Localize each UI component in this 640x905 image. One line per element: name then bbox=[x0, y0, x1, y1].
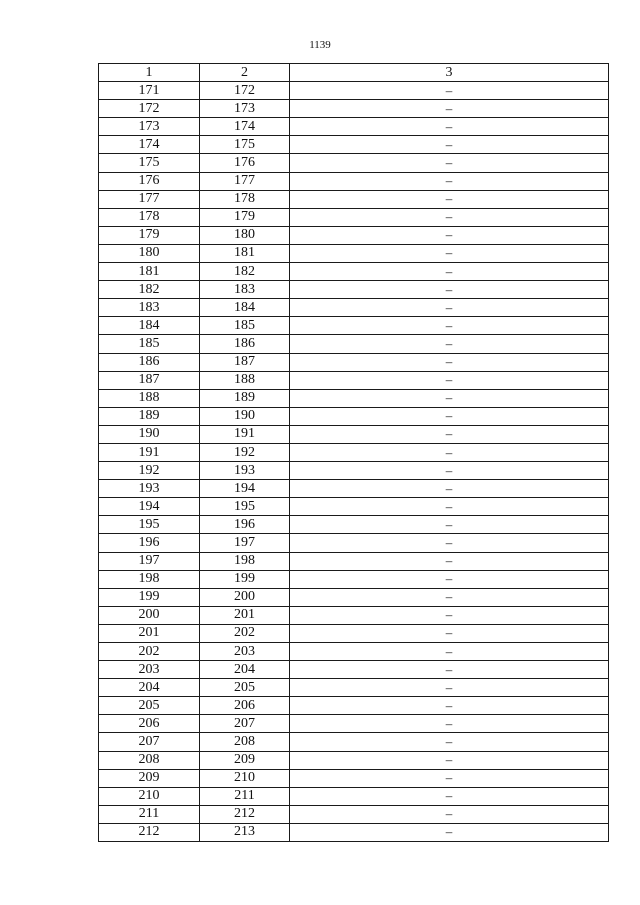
table-cell-col-1: 211 bbox=[99, 805, 200, 823]
column-header-1: 1 bbox=[99, 64, 200, 82]
table-cell-col-1: 185 bbox=[99, 335, 200, 353]
table-row bbox=[99, 208, 609, 226]
table-cell-col-3: – bbox=[290, 643, 609, 661]
table-body bbox=[99, 82, 609, 842]
table-cell-col-2: 191 bbox=[200, 425, 290, 443]
table-cell-col-2: 185 bbox=[200, 317, 290, 335]
table-cell-col-1: 188 bbox=[99, 389, 200, 407]
table-cell-col-1: 210 bbox=[99, 787, 200, 805]
table-cell-col-1: 195 bbox=[99, 516, 200, 534]
table-cell-col-3: – bbox=[290, 353, 609, 371]
table-cell-col-3: – bbox=[290, 661, 609, 679]
table-row bbox=[99, 751, 609, 769]
table-cell-col-3: – bbox=[290, 679, 609, 697]
table-cell-col-2: 202 bbox=[200, 624, 290, 642]
table-cell-col-1: 205 bbox=[99, 697, 200, 715]
table-cell-col-3: – bbox=[290, 443, 609, 461]
table-row bbox=[99, 353, 609, 371]
table-row bbox=[99, 118, 609, 136]
table-cell-col-1: 199 bbox=[99, 588, 200, 606]
table-cell-col-2: 184 bbox=[200, 299, 290, 317]
table-row bbox=[99, 643, 609, 661]
table-cell-col-3: – bbox=[290, 787, 609, 805]
table-cell-col-2: 203 bbox=[200, 643, 290, 661]
table-cell-col-2: 181 bbox=[200, 244, 290, 262]
table-row bbox=[99, 480, 609, 498]
table-cell-col-3: – bbox=[290, 805, 609, 823]
table-cell-col-3: – bbox=[290, 118, 609, 136]
table-cell-col-2: 211 bbox=[200, 787, 290, 805]
table-cell-col-2: 183 bbox=[200, 281, 290, 299]
table-cell-col-2: 179 bbox=[200, 208, 290, 226]
table-row bbox=[99, 661, 609, 679]
table-cell-col-3: – bbox=[290, 154, 609, 172]
column-header-3: 3 bbox=[290, 64, 609, 82]
table-cell-col-3: – bbox=[290, 425, 609, 443]
table-cell-col-2: 195 bbox=[200, 498, 290, 516]
table-cell-col-3: – bbox=[290, 823, 609, 841]
table-cell-col-1: 180 bbox=[99, 244, 200, 262]
table-cell-col-2: 178 bbox=[200, 190, 290, 208]
table-cell-col-2: 199 bbox=[200, 570, 290, 588]
table-cell-col-1: 192 bbox=[99, 462, 200, 480]
table-row bbox=[99, 244, 609, 262]
table-cell-col-1: 176 bbox=[99, 172, 200, 190]
table-row bbox=[99, 136, 609, 154]
table-cell-col-1: 212 bbox=[99, 823, 200, 841]
table-cell-col-1: 201 bbox=[99, 624, 200, 642]
table-cell-col-3: – bbox=[290, 317, 609, 335]
table-cell-col-1: 178 bbox=[99, 208, 200, 226]
table-cell-col-2: 213 bbox=[200, 823, 290, 841]
table-row bbox=[99, 570, 609, 588]
table-cell-col-2: 180 bbox=[200, 226, 290, 244]
table-cell-col-2: 172 bbox=[200, 82, 290, 100]
table-cell-col-3: – bbox=[290, 751, 609, 769]
table-row bbox=[99, 715, 609, 733]
table-cell-col-3: – bbox=[290, 226, 609, 244]
table-cell-col-2: 192 bbox=[200, 443, 290, 461]
table-cell-col-2: 193 bbox=[200, 462, 290, 480]
table-cell-col-2: 176 bbox=[200, 154, 290, 172]
table-cell-col-1: 189 bbox=[99, 407, 200, 425]
table-cell-col-3: – bbox=[290, 588, 609, 606]
table-cell-col-1: 193 bbox=[99, 480, 200, 498]
table-row bbox=[99, 733, 609, 751]
table-cell-col-1: 203 bbox=[99, 661, 200, 679]
table-cell-col-2: 186 bbox=[200, 335, 290, 353]
table-cell-col-2: 200 bbox=[200, 588, 290, 606]
table-row bbox=[99, 679, 609, 697]
table-row bbox=[99, 462, 609, 480]
table-cell-col-2: 187 bbox=[200, 353, 290, 371]
table-cell-col-3: – bbox=[290, 100, 609, 118]
table-cell-col-3: – bbox=[290, 570, 609, 588]
table-row bbox=[99, 534, 609, 552]
table-cell-col-3: – bbox=[290, 769, 609, 787]
table-cell-col-3: – bbox=[290, 299, 609, 317]
table-cell-col-2: 205 bbox=[200, 679, 290, 697]
table-cell-col-3: – bbox=[290, 172, 609, 190]
table-cell-col-2: 174 bbox=[200, 118, 290, 136]
table-cell-col-3: – bbox=[290, 389, 609, 407]
table-row bbox=[99, 624, 609, 642]
table-cell-col-3: – bbox=[290, 263, 609, 281]
table-cell-col-1: 209 bbox=[99, 769, 200, 787]
table-row bbox=[99, 317, 609, 335]
table-cell-col-2: 194 bbox=[200, 480, 290, 498]
table-cell-col-1: 184 bbox=[99, 317, 200, 335]
table-row bbox=[99, 226, 609, 244]
table-row bbox=[99, 299, 609, 317]
table-cell-col-1: 182 bbox=[99, 281, 200, 299]
table-cell-col-1: 179 bbox=[99, 226, 200, 244]
table-cell-col-3: – bbox=[290, 715, 609, 733]
table-cell-col-1: 171 bbox=[99, 82, 200, 100]
table-cell-col-1: 194 bbox=[99, 498, 200, 516]
table-cell-col-3: – bbox=[290, 82, 609, 100]
table-cell-col-1: 197 bbox=[99, 552, 200, 570]
table-cell-col-1: 204 bbox=[99, 679, 200, 697]
table-cell-col-1: 190 bbox=[99, 425, 200, 443]
table-cell-col-2: 198 bbox=[200, 552, 290, 570]
table-cell-col-3: – bbox=[290, 335, 609, 353]
table-cell-col-1: 200 bbox=[99, 606, 200, 624]
table-cell-col-1: 208 bbox=[99, 751, 200, 769]
table-cell-col-2: 182 bbox=[200, 263, 290, 281]
table-row bbox=[99, 769, 609, 787]
table-cell-col-2: 209 bbox=[200, 751, 290, 769]
table-row bbox=[99, 172, 609, 190]
table-cell-col-2: 207 bbox=[200, 715, 290, 733]
table-cell-col-3: – bbox=[290, 534, 609, 552]
table-cell-col-1: 183 bbox=[99, 299, 200, 317]
table-cell-col-1: 172 bbox=[99, 100, 200, 118]
table-cell-col-3: – bbox=[290, 462, 609, 480]
table-cell-col-2: 190 bbox=[200, 407, 290, 425]
table-cell-col-3: – bbox=[290, 606, 609, 624]
table-row bbox=[99, 100, 609, 118]
table-cell-col-2: 201 bbox=[200, 606, 290, 624]
table-row bbox=[99, 443, 609, 461]
table-cell-col-1: 175 bbox=[99, 154, 200, 172]
table-cell-col-1: 186 bbox=[99, 353, 200, 371]
table-cell-col-2: 206 bbox=[200, 697, 290, 715]
table-row bbox=[99, 552, 609, 570]
table-cell-col-3: – bbox=[290, 136, 609, 154]
table-row bbox=[99, 588, 609, 606]
table-cell-col-1: 177 bbox=[99, 190, 200, 208]
table-row bbox=[99, 697, 609, 715]
table-cell-col-1: 198 bbox=[99, 570, 200, 588]
table-cell-col-3: – bbox=[290, 281, 609, 299]
table-row bbox=[99, 335, 609, 353]
table-cell-col-2: 188 bbox=[200, 371, 290, 389]
header-row bbox=[99, 64, 609, 82]
table-row bbox=[99, 498, 609, 516]
table-cell-col-1: 191 bbox=[99, 443, 200, 461]
table-row bbox=[99, 281, 609, 299]
table-cell-col-3: – bbox=[290, 516, 609, 534]
table-row bbox=[99, 190, 609, 208]
table-cell-col-1: 187 bbox=[99, 371, 200, 389]
table-header bbox=[99, 64, 609, 82]
table-row bbox=[99, 823, 609, 841]
table-cell-col-3: – bbox=[290, 371, 609, 389]
table-cell-col-1: 173 bbox=[99, 118, 200, 136]
table-cell-col-3: – bbox=[290, 624, 609, 642]
table-cell-col-3: – bbox=[290, 498, 609, 516]
table-cell-col-3: – bbox=[290, 697, 609, 715]
table-cell-col-2: 196 bbox=[200, 516, 290, 534]
table-row bbox=[99, 516, 609, 534]
table-row bbox=[99, 407, 609, 425]
table-cell-col-2: 189 bbox=[200, 389, 290, 407]
table-cell-col-2: 197 bbox=[200, 534, 290, 552]
table-cell-col-3: – bbox=[290, 190, 609, 208]
table-row bbox=[99, 787, 609, 805]
table-cell-col-3: – bbox=[290, 480, 609, 498]
table-row bbox=[99, 82, 609, 100]
table-cell-col-1: 174 bbox=[99, 136, 200, 154]
table-cell-col-2: 212 bbox=[200, 805, 290, 823]
table-row bbox=[99, 389, 609, 407]
table-cell-col-1: 202 bbox=[99, 643, 200, 661]
table-cell-col-2: 208 bbox=[200, 733, 290, 751]
table-cell-col-1: 207 bbox=[99, 733, 200, 751]
table-cell-col-3: – bbox=[290, 244, 609, 262]
table-row bbox=[99, 606, 609, 624]
table-row bbox=[99, 425, 609, 443]
table-row bbox=[99, 263, 609, 281]
page-number: 1139 bbox=[309, 39, 331, 51]
column-header-2: 2 bbox=[200, 64, 290, 82]
table-cell-col-3: – bbox=[290, 733, 609, 751]
table-cell-col-2: 210 bbox=[200, 769, 290, 787]
table-cell-col-2: 177 bbox=[200, 172, 290, 190]
data-table bbox=[98, 63, 609, 842]
table-row bbox=[99, 154, 609, 172]
table-cell-col-1: 206 bbox=[99, 715, 200, 733]
table-cell-col-3: – bbox=[290, 552, 609, 570]
table-cell-col-3: – bbox=[290, 208, 609, 226]
table-cell-col-3: – bbox=[290, 407, 609, 425]
table-cell-col-1: 196 bbox=[99, 534, 200, 552]
table-cell-col-2: 204 bbox=[200, 661, 290, 679]
table-cell-col-2: 175 bbox=[200, 136, 290, 154]
table-cell-col-2: 173 bbox=[200, 100, 290, 118]
table-row bbox=[99, 371, 609, 389]
table-cell-col-1: 181 bbox=[99, 263, 200, 281]
table-row bbox=[99, 805, 609, 823]
